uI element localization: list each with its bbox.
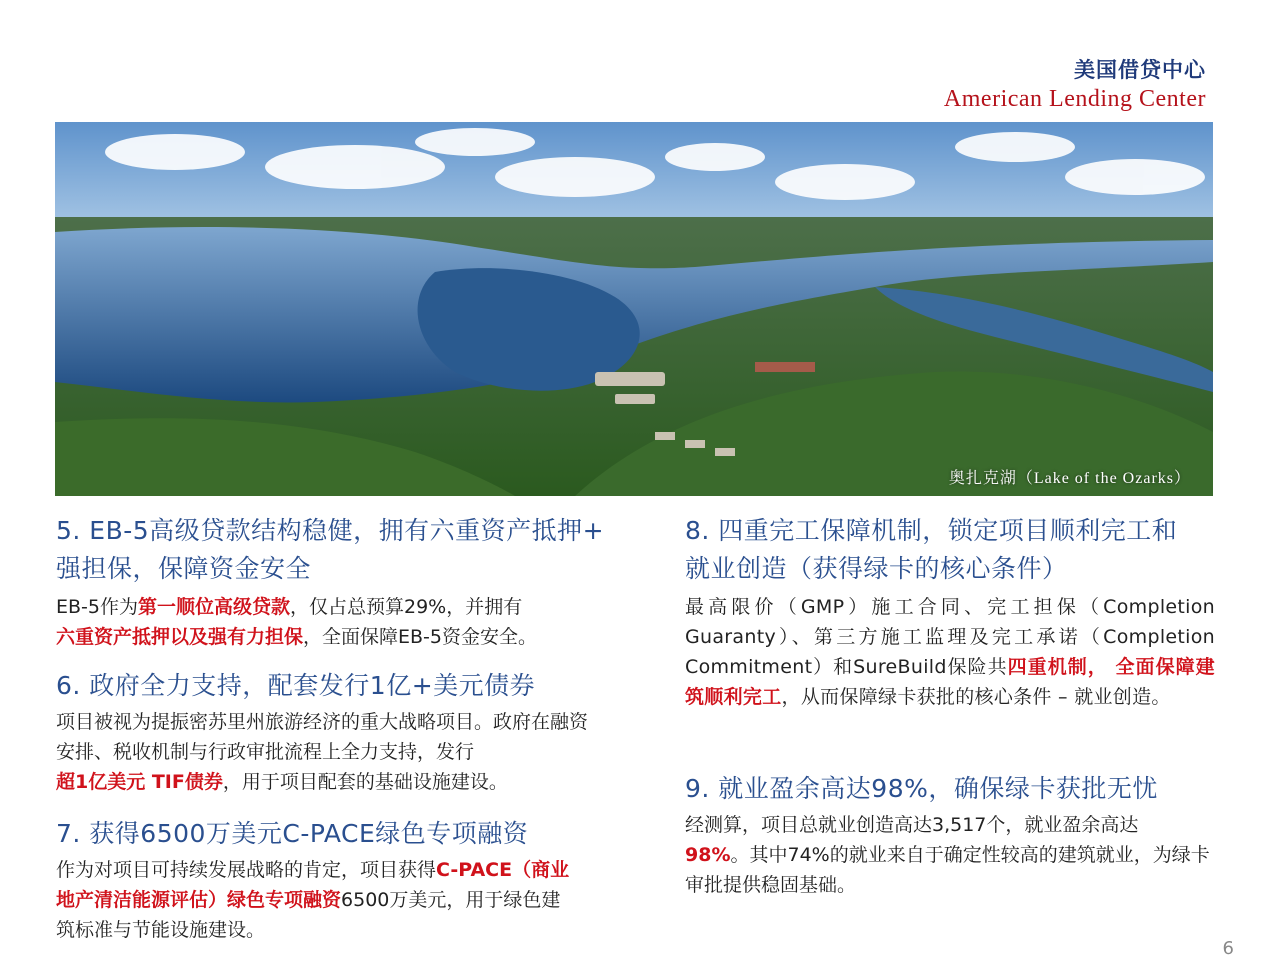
section-9-text-1: 经测算，项目总就业创造高达3,517个，就业盈余高达 [685,814,1139,836]
page-number: 6 [1222,938,1234,959]
section-8-title-line-2: 就业创造（获得绿卡的核心条件） [685,554,1068,583]
section-7-text-2: 6500万美元，用于绿色建筑标准与节能设施建设。 [56,889,561,941]
lake-aerial-illustration [55,122,1213,496]
section-5 [56,512,616,652]
section-9-text-2: 。其中74%的就业来自于确定性较高的建筑就业，为绿卡审批提供稳固基础。 [685,844,1210,896]
section-5-body [56,592,616,652]
section-5-highlight-1: 第一顺位高级贷款 [137,596,290,618]
brand-cn: 美国借贷中心 [1074,58,1206,82]
section-7-title: 7. 获得6500万美元C-PACE绿色专项融资 [56,819,529,848]
section-8-text-1: 最高限价（GMP）施工合同、完工担保（Completion Guaranty）、第三方施工监理及完工承诺（Completion Commitment）和SureBuild保险共 [685,596,1215,678]
section-6-highlight-1: 超1亿美元 TIF债券 [56,771,223,793]
section-7-highlight-1: C-PACE（商业地产清洁能源评估）绿色专项融资 [56,859,570,911]
section-9-highlight-1: 98% [685,844,731,866]
section-5-highlight-2: 六重资产抵押以及强有力担保 [56,626,304,648]
section-8-text-2: ，从而保障绿卡获批的核心条件 – 就业创造。 [781,686,1171,708]
section-6-title: 6. 政府全力支持，配套发行1亿+美元债券 [56,671,536,700]
section-5-title-line-1: 5. EB-5高级贷款结构稳健，拥有六重资产抵押+ [56,516,605,545]
hero-image-lake-of-the-ozarks [55,122,1213,496]
section-5-title [56,512,616,588]
section-8-body [685,592,1215,712]
section-6 [56,667,604,797]
section-8-highlight-1: 四重机制， 全面保障建筑顺利完工 [685,656,1215,708]
section-8-title-line-1: 8. 四重完工保障机制，锁定项目顺利完工和 [685,516,1178,545]
section-7-body [56,855,576,945]
brand-en: American Lending Center [943,86,1206,112]
section-5-title-line-2: 强担保，保障资金安全 [56,554,312,583]
section-6-body [56,707,604,797]
section-8-title [685,512,1215,588]
section-5-text-3: ，全面保障EB-5资金安全。 [303,626,538,648]
section-7 [56,815,576,945]
section-7-text-1: 作为对项目可持续发展战略的肯定，项目获得 [56,859,437,881]
image-caption: 奥扎克湖（Lake of the Ozarks） [948,470,1191,487]
section-8 [685,512,1215,712]
section-9-body [685,810,1215,900]
section-5-text-2: ，仅占总预算29%，并拥有 [290,596,523,618]
section-9-title: 9. 就业盈余高达98%，确保绿卡获批无忧 [685,774,1158,803]
section-5-text-1: EB-5作为 [56,596,138,618]
section-9 [685,770,1215,900]
section-6-text-2: ，用于项目配套的基础设施建设。 [222,771,508,793]
section-6-text-1: 项目被视为提振密苏里州旅游经济的重大战略项目。政府在融资安排、税收机制与行政审批流程上全力支持，发行 [56,711,589,763]
